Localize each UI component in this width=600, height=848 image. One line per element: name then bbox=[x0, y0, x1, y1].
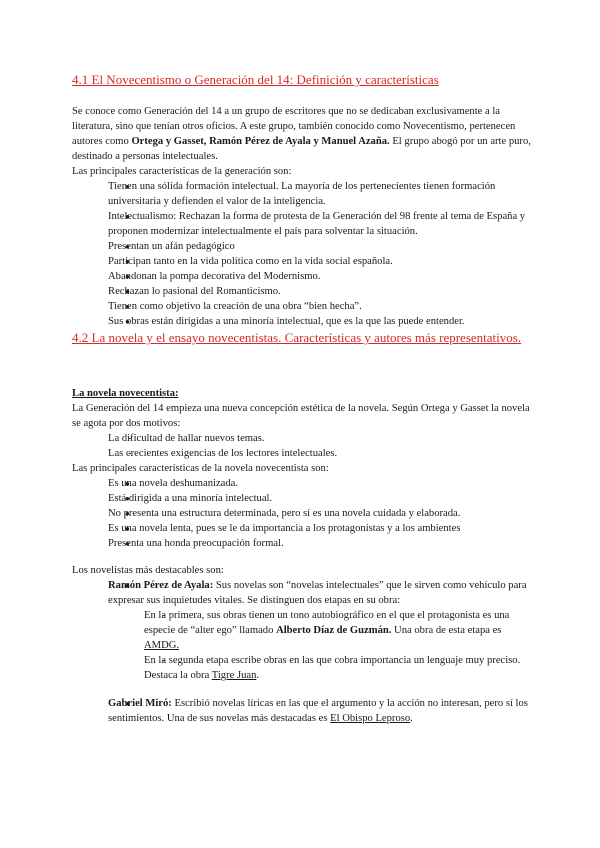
novelists-lead: Los novelistas más destacables son: bbox=[72, 565, 224, 576]
list-item: ● Presentan un afán pedagógico bbox=[108, 239, 532, 254]
list-item: ● Es una novela deshumanizada. bbox=[108, 476, 532, 491]
list-item: ● Intelectualismo: Rechazan la forma de protesta de la Generación del 98 frente al tema de España y proponen modernizar intelectualmente el país para solventar la situación. bbox=[108, 209, 532, 239]
list-item: ● Está dirigida a una minoría intelectual. bbox=[108, 491, 532, 506]
work-title: AMDG. bbox=[144, 640, 180, 651]
list-item: ● Presenta una honda preocupación formal. bbox=[108, 536, 532, 551]
list-item: ● Rechazan lo pasional del Romanticismo. bbox=[108, 284, 532, 299]
section2-heading: 4.2 La novela y el ensayo novecentistas. Características y autores más representativos. bbox=[72, 330, 522, 345]
alter-ego-name: Alberto Díaz de Guzmán. bbox=[276, 625, 392, 636]
novelist-text: Sus novelas son “novelas intelectuales” que le sirven como vehículo para expresar sus inquietudes vitales. Se distinguen dos etapas en su obra: bbox=[108, 580, 527, 606]
ayala-stages bbox=[108, 608, 532, 683]
list-item: ● Sus obras están dirigidas a una minoría intelectual, que es la que las puede entender. bbox=[108, 314, 532, 329]
features-lead: Las principales características de la novela novecentista son: bbox=[72, 463, 329, 474]
novelist-name: Gabriel Miró: bbox=[108, 698, 172, 709]
stage-item: - En la segunda etapa escribe obras en las que cobra importancia un lenguaje muy preciso. Destaca la obra Tigre Juan. bbox=[144, 653, 532, 683]
novelists-list bbox=[72, 578, 532, 683]
intro-paragraph bbox=[72, 104, 532, 164]
intro-authors: Ortega y Gasset, Ramón Pérez de Ayala y Manuel Azaña. bbox=[131, 136, 390, 147]
work-title: Tigre Juan bbox=[211, 670, 257, 681]
stage-item: - En la primera, sus obras tienen un tono autobiográfico en el que el protagonista es una especie de “alter ego” llamado Alberto Díaz de Guzmán. Una obra de esta etapa es AMDG. bbox=[144, 608, 532, 653]
novel-subtitle: La novela novecentista: bbox=[72, 388, 179, 399]
list-item: ● Abandonan la pompa decorativa del Modernismo. bbox=[108, 269, 532, 284]
novelist-ayala bbox=[108, 578, 532, 683]
section2-body bbox=[72, 386, 532, 551]
intro-text: Se conoce como Generación del 14 a un grupo de escritores que no se dedicaban exclusivamente a la literatura, sino que tenían otros oficios. A este grupo, también conocido como Novecentismo, pertenecen autores como bbox=[72, 106, 516, 147]
intro-text-end: El grupo abogó por un arte puro, destinado a personas intelectuales. bbox=[72, 136, 531, 162]
novel-paragraph: La Generación del 14 empieza una nueva concepción estética de la novela. Según Ortega y Gasset la novela se agota por dos motivos: bbox=[72, 403, 530, 429]
features-list bbox=[72, 476, 532, 551]
section1-heading: 4.1 El Novecentismo o Generación del 14: Definición y características bbox=[72, 72, 439, 87]
list-item: ● No presenta una estructura determinada, pero sí es una novela cuidada y elaborada. bbox=[108, 506, 532, 521]
novelist-name: Ramón Pérez de Ayala: bbox=[108, 580, 214, 591]
list-item: ● Tienen como objetivo la creación de una obra “bien hecha”. bbox=[108, 299, 532, 314]
section1-intro bbox=[72, 104, 532, 329]
motives-list bbox=[72, 431, 532, 461]
novelist-miro-block bbox=[72, 696, 532, 726]
list-item: ● Participan tanto en la vida política como en la vida social española. bbox=[108, 254, 532, 269]
work-title: El Obispo Leproso bbox=[330, 713, 411, 724]
novelist-miro: ● Gabriel Miró: Escribió novelas líricas en las que el argumento y la acción no interesan, pero sí los sentimientos. Una de sus novelas más destacadas es El Obispo Leproso. bbox=[108, 696, 532, 726]
novelist-text: Escribió novelas líricas en las que el argumento y la acción no interesan, pero sí los sentimientos. Una de sus novelas más destacadas es bbox=[108, 698, 528, 724]
novelists-section bbox=[72, 563, 532, 683]
characteristics-lead: Las principales características de la generación son: bbox=[72, 166, 292, 177]
list-item: ● Es una novela lenta, pues se le da importancia a los protagonistas y a los ambientes bbox=[108, 521, 532, 536]
list-item: - Las crecientes exigencias de los lectores intelectuales. bbox=[108, 446, 532, 461]
list-item: ● Tienen una sólida formación intelectual. La mayoría de los pertenecientes tienen formación universitaria y defienden el valor de la inteligencia. bbox=[108, 179, 532, 209]
list-item: - La dificultad de hallar nuevos temas. bbox=[108, 431, 532, 446]
characteristics-list bbox=[72, 179, 532, 329]
